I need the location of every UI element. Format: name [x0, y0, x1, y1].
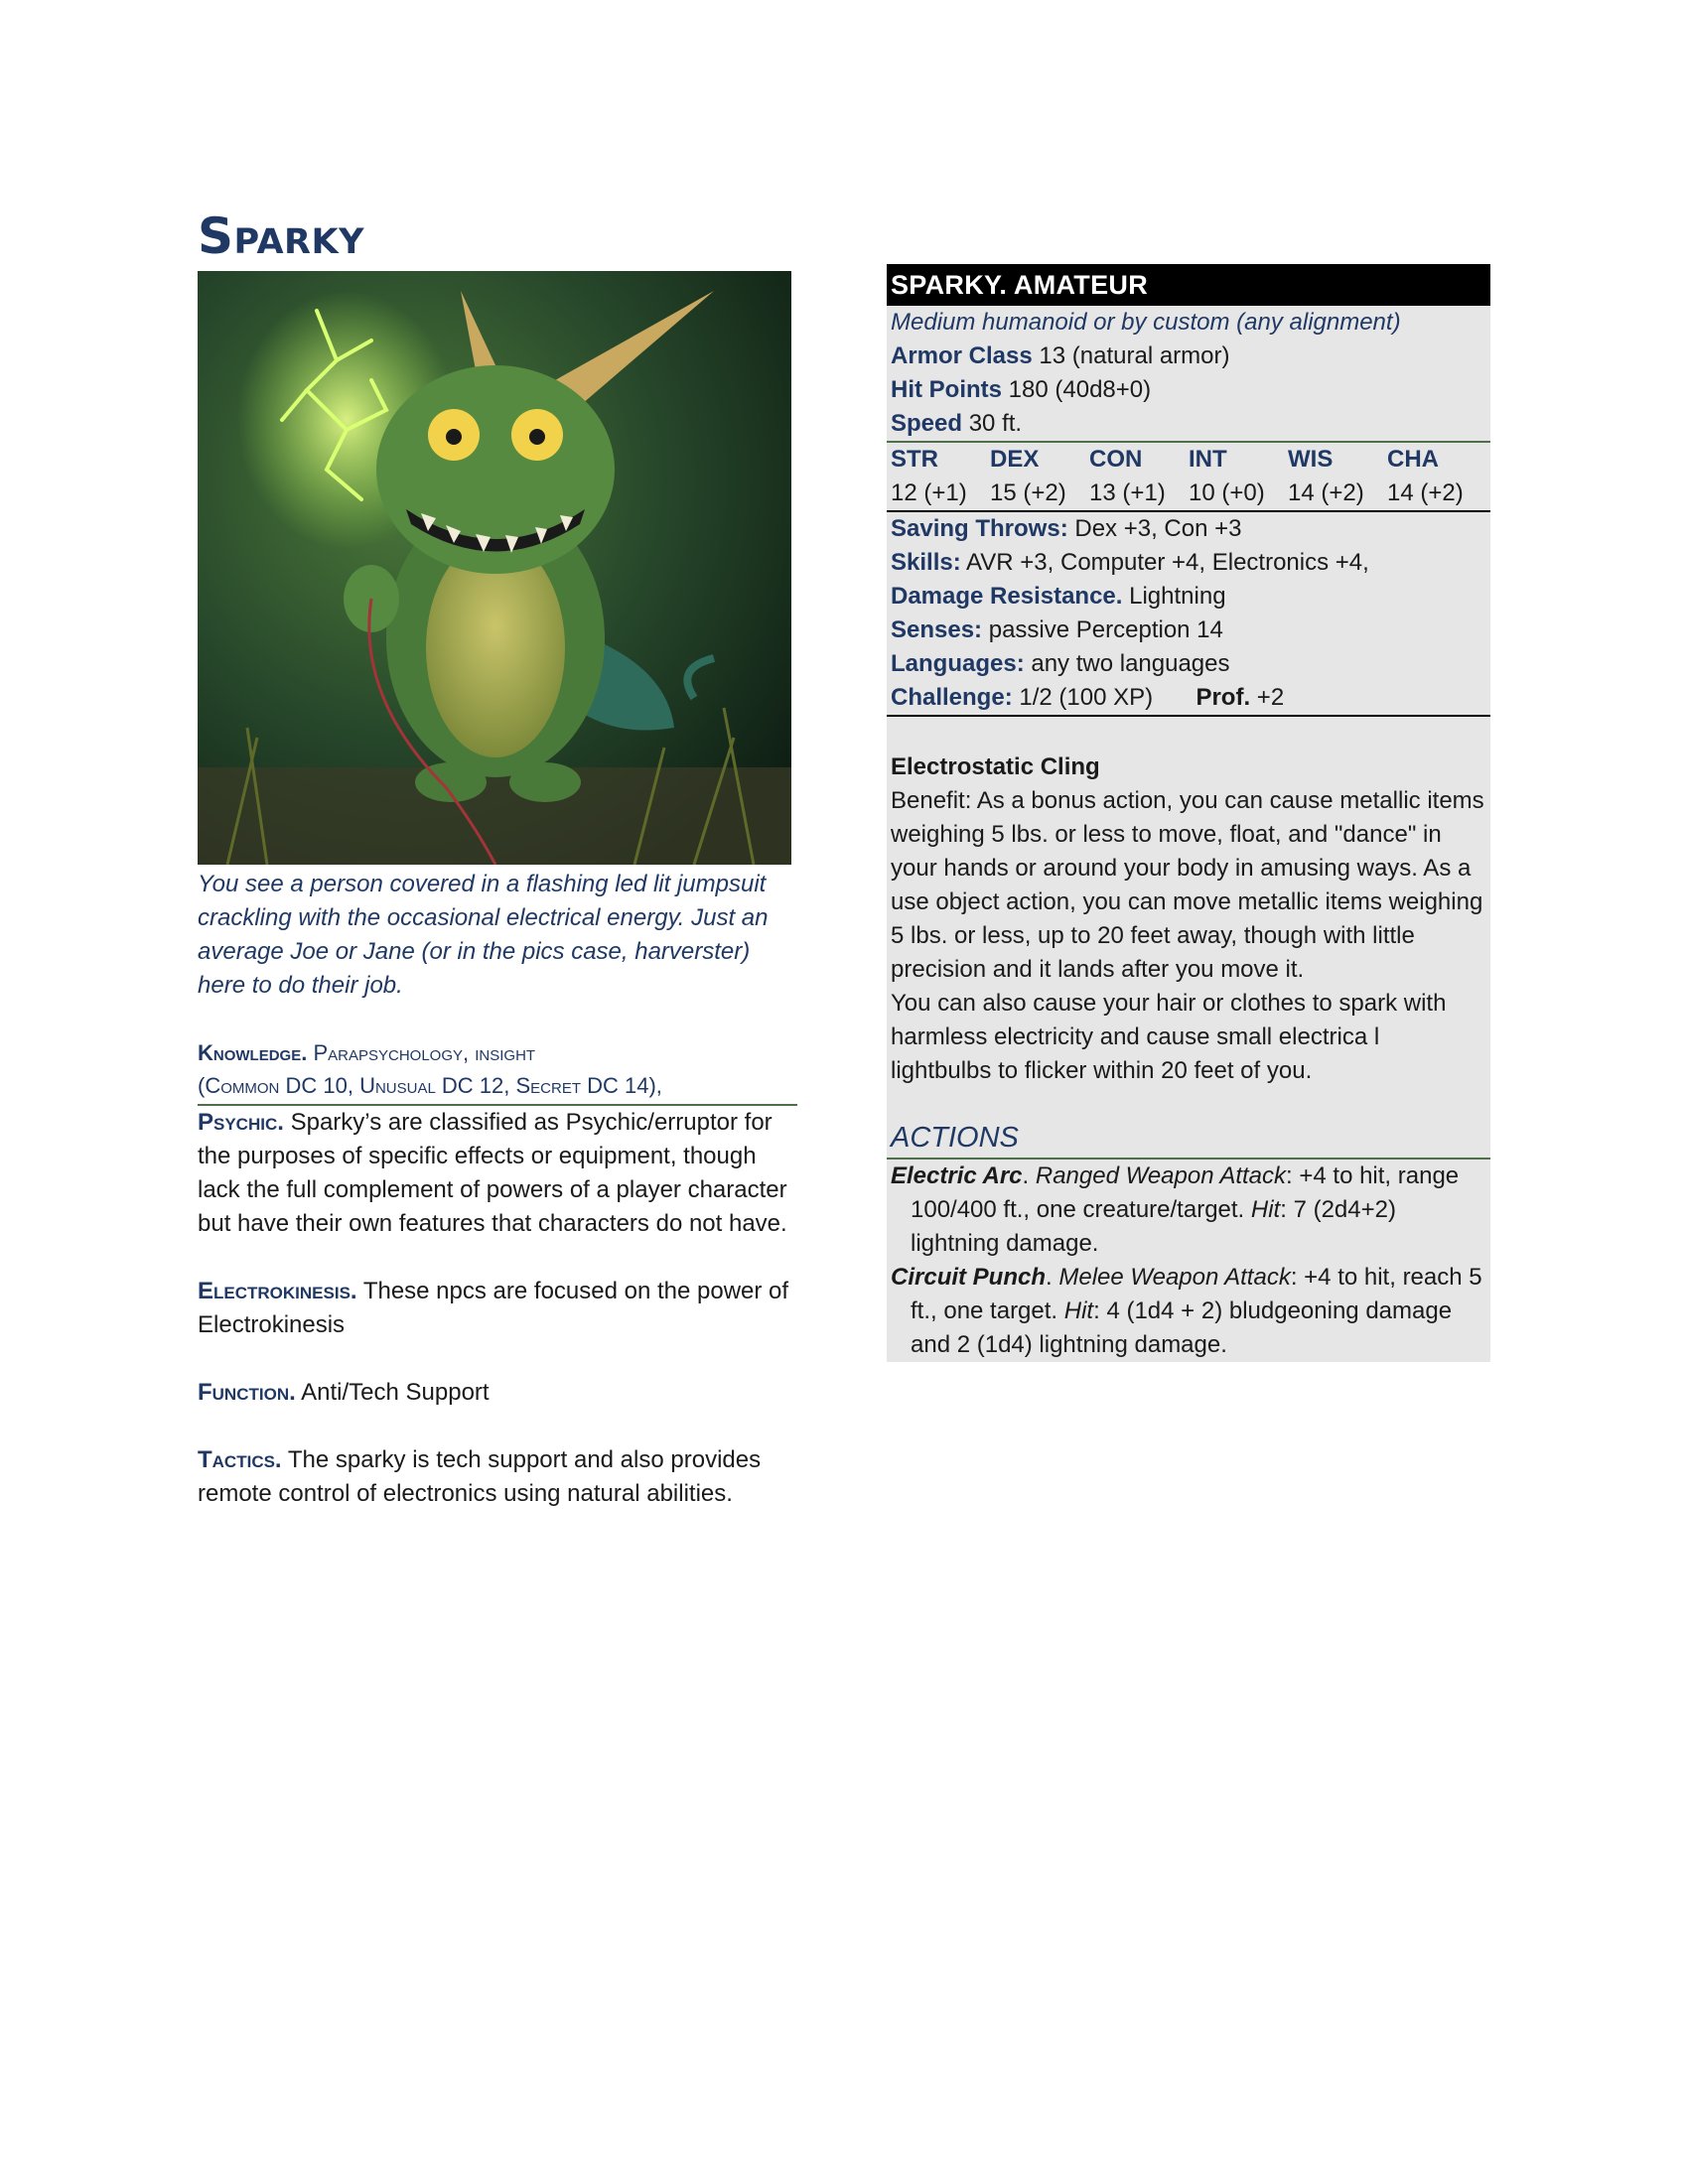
cha-score: 14 (+2) [1387, 479, 1464, 506]
speed-row [887, 407, 1490, 441]
psychic-label: Psychic. [198, 1109, 284, 1136]
skills-label: Skills: [891, 549, 961, 576]
action-type: Melee Weapon Attack [1058, 1264, 1291, 1291]
action-electric-arc: Electric Arc. Ranged Weapon Attack: +4 to hit, range 100/400 ft., one creature/target. Hit: 7 (2d4+2) lightning damage. [891, 1162, 1460, 1257]
speed-value: 30 ft. [968, 410, 1023, 437]
hit-points-value: 180 (40d8+0) [1008, 376, 1152, 403]
action-name: Circuit Punch [891, 1264, 1047, 1291]
con-score: 13 (+1) [1089, 479, 1166, 506]
senses-label: Senses: [891, 616, 983, 643]
hit-points-row [887, 373, 1490, 407]
proficiency-label: Prof. [1196, 684, 1251, 711]
armor-class-value: 13 (natural armor) [1039, 342, 1230, 369]
dex-score: 15 (+2) [990, 479, 1066, 506]
challenge-row [887, 681, 1490, 715]
languages-row [887, 647, 1490, 681]
int-score: 10 (+0) [1189, 479, 1265, 506]
tactics-section [198, 1443, 799, 1511]
challenge-label: Challenge: [891, 684, 1013, 711]
languages-label: Languages: [891, 650, 1025, 677]
image-caption: You see a person covered in a flashing led lit jumpsuit crackling with the occasional electrical energy. Just an average Joe or Jane (or in the pics case, harverster) here to do their job. [198, 871, 769, 999]
action-name: Electric Arc [891, 1162, 1023, 1189]
wis-score: 14 (+2) [1288, 479, 1364, 506]
knowledge-label: Knowledge. [198, 1040, 308, 1065]
challenge-value: 1/2 (100 XP) [1019, 684, 1154, 711]
damage-resistance-label: Damage Resistance. [891, 583, 1123, 610]
wis-header: WIS [1288, 446, 1334, 473]
electrokinesis-text: These npcs are focused on the power of Electrokinesis [198, 1278, 789, 1338]
tactics-label: Tactics. [198, 1446, 282, 1473]
action-circuit-punch: Circuit Punch. Melee Weapon Attack: +4 to hit, reach 5 ft., one target. Hit: 4 (1d4 + 2) bludgeoning damage and 2 (1d4) lightning damage. [891, 1264, 1482, 1358]
action-damage: : 7 (2d4+2) lightning damage. [911, 1196, 1396, 1257]
action-text: : +4 to hit, reach 5 ft., one target. [911, 1264, 1482, 1324]
senses-value: passive Perception 14 [988, 616, 1223, 643]
saving-throws-value: Dex +3, Con +3 [1074, 515, 1242, 542]
cha-header: CHA [1387, 446, 1439, 473]
creature-portrait [198, 271, 791, 865]
function-label: Function. [198, 1379, 296, 1406]
electrokinesis-section [198, 1275, 799, 1342]
proficiency-value: +2 [1256, 684, 1285, 711]
skills-value: AVR +3, Computer +4, Electronics +4, [966, 549, 1369, 576]
saving-throws-label: Saving Throws: [891, 515, 1068, 542]
str-header: STR [891, 446, 938, 473]
knowledge-dcs: (Common DC 10, Unusual DC 12, Secret DC 14), [198, 1073, 662, 1098]
feature-text-2: You can also cause your hair or clothes to spark with harmless electricity and cause small electrica l lightbulbs to flicker within 20 feet of you. [891, 990, 1447, 1084]
action-text: : +4 to hit, range 100/400 ft., one creature/target. [911, 1162, 1460, 1223]
action-damage: : 4 (1d4 + 2) bludgeoning damage and 2 (1d4) lightning damage. [911, 1297, 1453, 1358]
description-column [198, 868, 799, 1511]
senses-row [887, 614, 1490, 647]
tactics-text: The sparky is tech support and also provides remote control of electronics using natural abilities. [198, 1446, 762, 1507]
knowledge-section [198, 1036, 797, 1106]
psychic-text: Sparky’s are classified as Psychic/erruptor for the purposes of specific effects or equipment, though lack the full complement of powers of a player character but have their own features that characters do not have. [198, 1109, 787, 1237]
ability-scores [887, 477, 1490, 510]
languages-value: any two languages [1031, 650, 1230, 677]
dex-header: DEX [990, 446, 1040, 473]
feature-text-1: Benefit: As a bonus action, you can cause metallic items weighing 5 lbs. or less to move, float, and "dance" in your hands or around your body in amusing ways. As a use object action, you can move metallic items weighing 5 lbs. or less, up to 20 feet away, though with little precision and it lands after you move it. [891, 787, 1484, 983]
action-type: Ranged Weapon Attack [1035, 1162, 1287, 1189]
damage-resistance-value: Lightning [1129, 583, 1226, 610]
damage-resistance-row [887, 580, 1490, 614]
int-header: INT [1189, 446, 1227, 473]
hit-points-label: Hit Points [891, 376, 1002, 403]
stat-block [887, 264, 1490, 1362]
function-text: Anti/Tech Support [301, 1379, 490, 1406]
page-title: Sparky [198, 207, 364, 265]
skills-row [887, 546, 1490, 580]
ability-headers [887, 443, 1490, 477]
actions-heading: ACTIONS [887, 1118, 1490, 1160]
armor-class-label: Armor Class [891, 342, 1033, 369]
str-score: 12 (+1) [891, 479, 967, 506]
saving-throws-row [887, 512, 1490, 546]
psychic-section [198, 1106, 799, 1241]
action-hit-label: Hit [1063, 1297, 1094, 1324]
armor-class-row [887, 340, 1490, 373]
creature-type: Medium humanoid or by custom (any alignment) [891, 309, 1401, 336]
con-header: CON [1089, 446, 1143, 473]
speed-label: Speed [891, 410, 963, 437]
feature-title: Electrostatic Cling [891, 753, 1100, 780]
action-hit-label: Hit [1250, 1196, 1281, 1223]
statblock-name: SPARKY. AMATEUR [887, 264, 1490, 306]
function-section [198, 1376, 799, 1410]
electrokinesis-label: Electrokinesis. [198, 1278, 357, 1304]
knowledge-topics: Parapsychology, insight [313, 1040, 536, 1065]
